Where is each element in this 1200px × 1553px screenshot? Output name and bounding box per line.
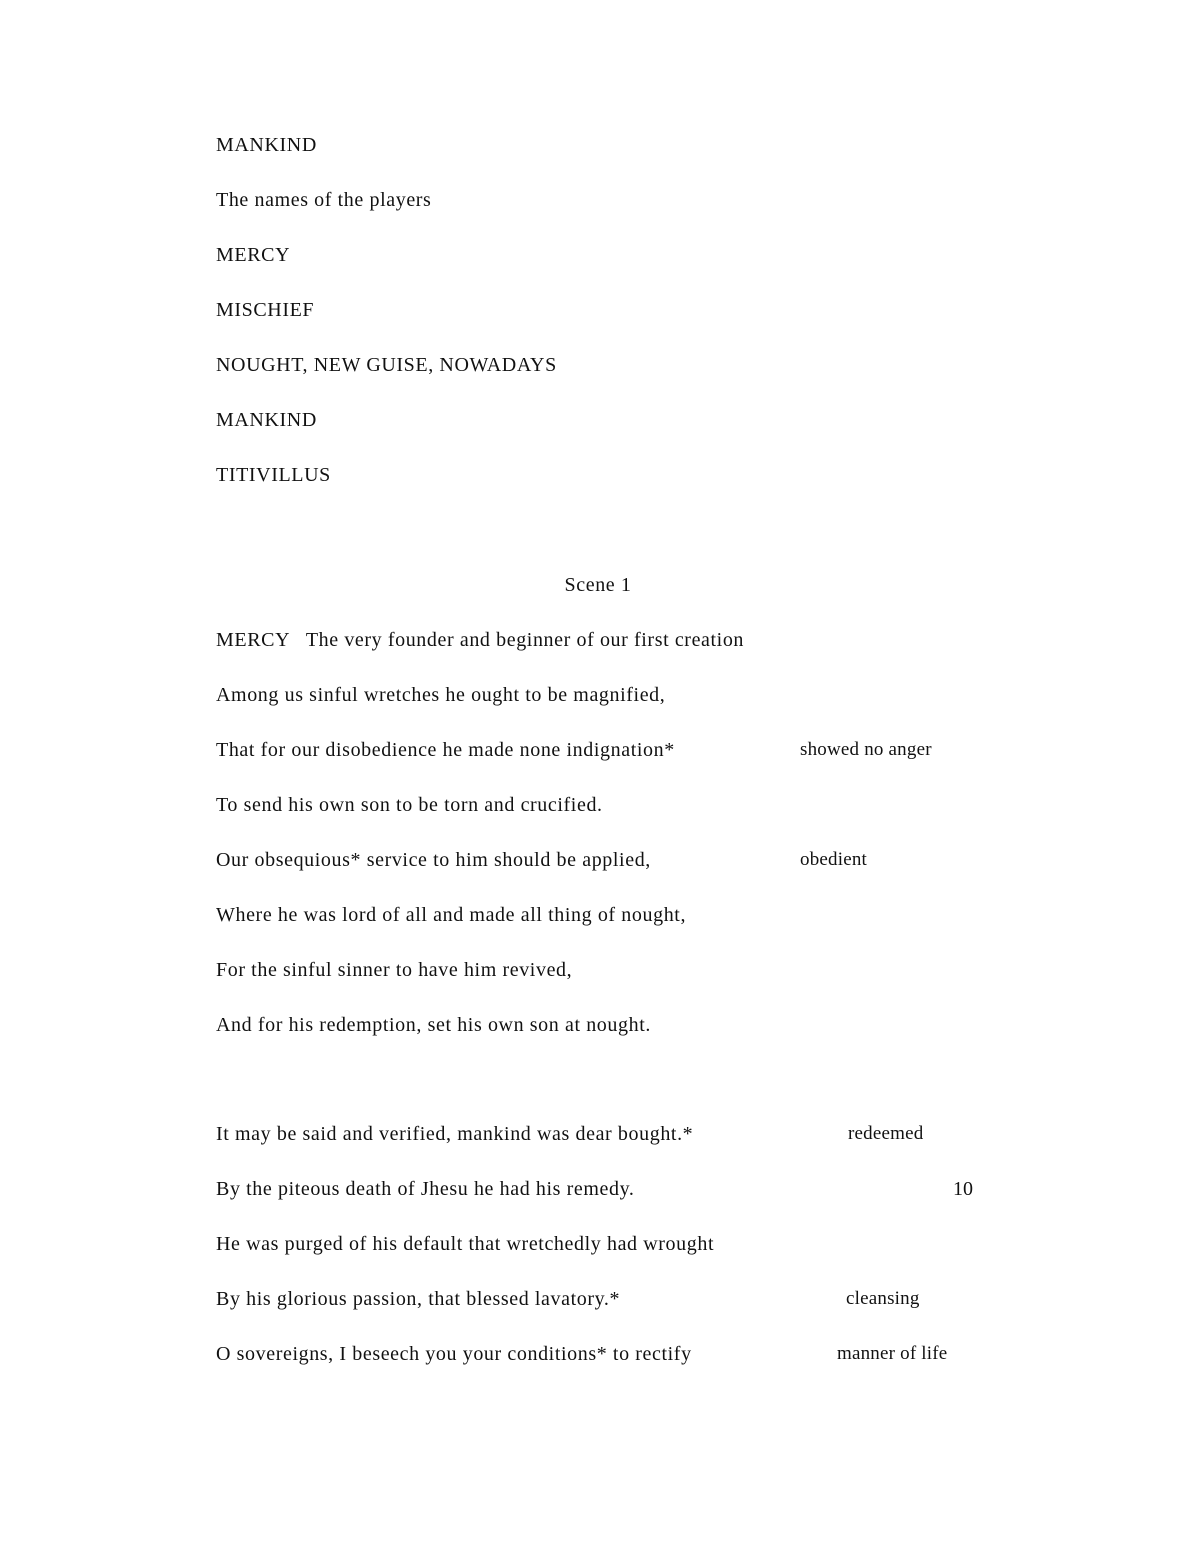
- cast-item: TITIVILLUS: [216, 464, 331, 486]
- verse-line: Our obsequious* service to him should be applied,: [216, 849, 651, 871]
- verse-line: MERCY The very founder and beginner of our first creation: [216, 629, 745, 651]
- verse-line: That for our disobedience he made none indignation*: [216, 739, 675, 761]
- scene-heading: Scene 1: [564, 574, 632, 596]
- verse-line: By his glorious passion, that blessed lavatory.*: [216, 1288, 621, 1310]
- gloss-note: redeemed: [848, 1123, 924, 1144]
- cast-item: MERCY: [216, 244, 291, 266]
- cast-item: NOUGHT, NEW GUISE, NOWADAYS: [216, 354, 557, 376]
- verse-line: He was purged of his default that wretchedly had wrought: [216, 1233, 715, 1255]
- verse-line: To send his own son to be torn and crucified.: [216, 794, 603, 816]
- gloss-note: obedient: [800, 849, 868, 870]
- play-title: MANKIND: [216, 134, 317, 156]
- verse-line: For the sinful sinner to have him revived,: [216, 959, 573, 981]
- gloss-note: showed no anger: [800, 739, 932, 760]
- verse-line: And for his redemption, set his own son at nought.: [216, 1014, 651, 1036]
- cast-item: MANKIND: [216, 409, 317, 431]
- gloss-note: manner of life: [837, 1343, 948, 1364]
- line-number: 10: [953, 1178, 973, 1200]
- verse-line: Among us sinful wretches he ought to be magnified,: [216, 684, 666, 706]
- verse-line: Where he was lord of all and made all thing of nought,: [216, 904, 687, 926]
- verse-line: By the piteous death of Jhesu he had his remedy.: [216, 1178, 635, 1200]
- cast-item: MISCHIEF: [216, 299, 315, 321]
- verse-line: O sovereigns, I beseech you your conditions* to rectify: [216, 1343, 692, 1365]
- gloss-note: cleansing: [846, 1288, 920, 1309]
- cast-heading: The names of the players: [216, 189, 432, 211]
- verse-line: It may be said and verified, mankind was dear bought.*: [216, 1123, 694, 1145]
